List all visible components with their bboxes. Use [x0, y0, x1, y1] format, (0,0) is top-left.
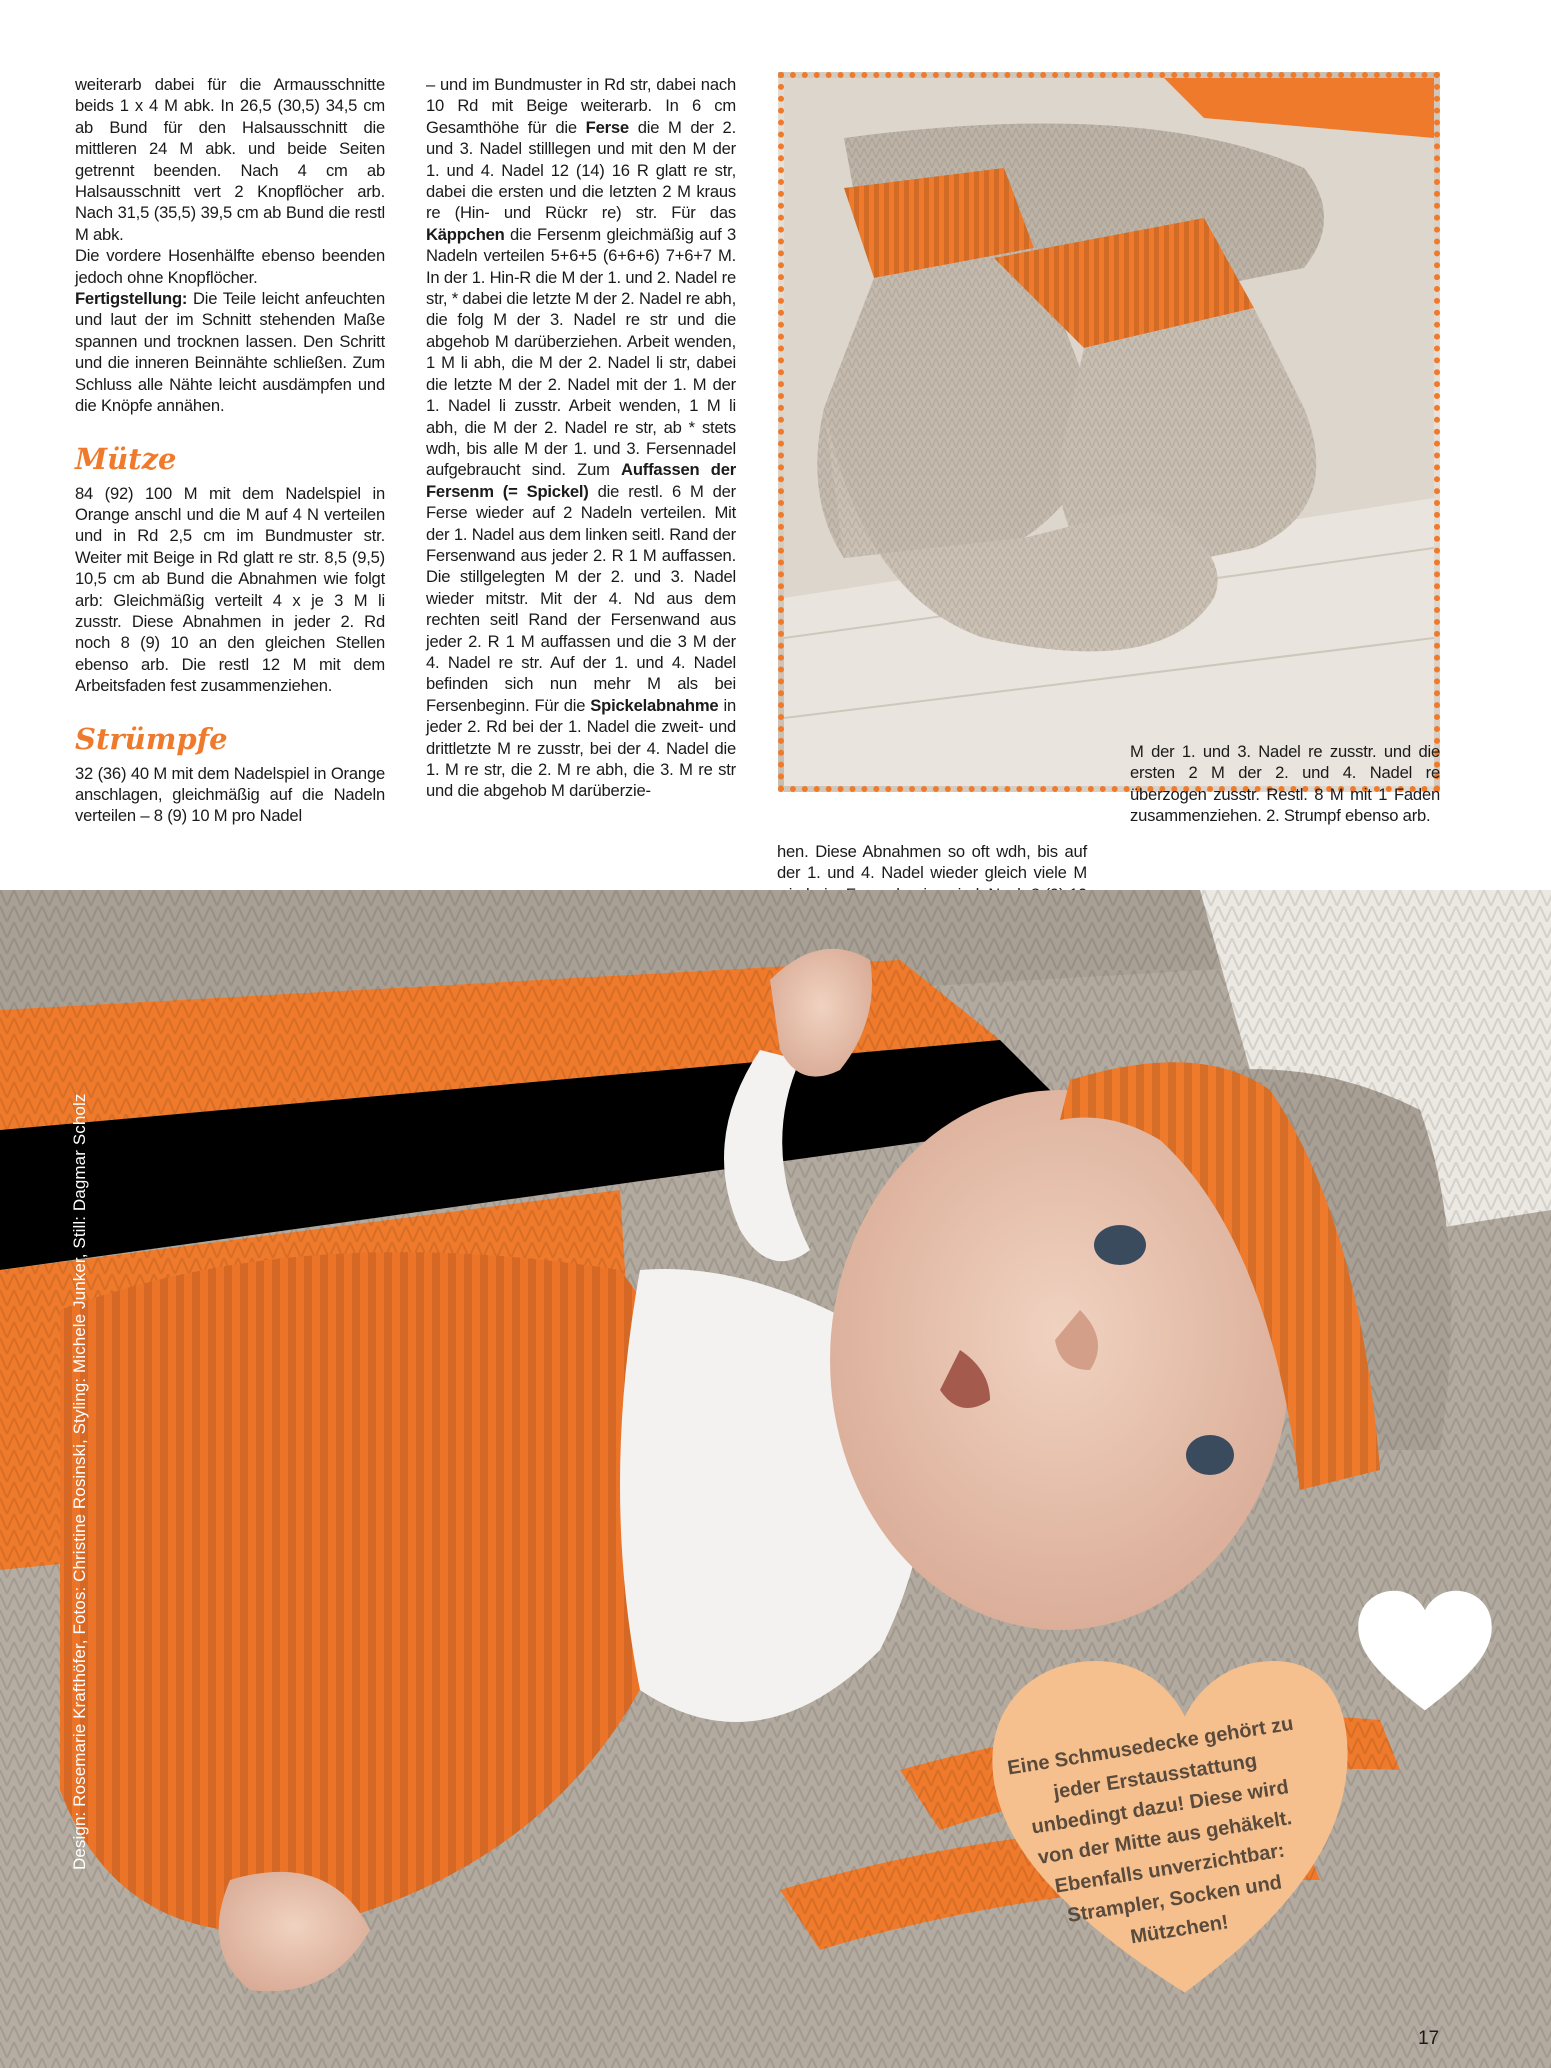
text-run: – und im Bundmuster in Rd str, dabei nach 10 Rd mit Beige weiterarb. In 6 cm Gesamthöhe für die [426, 75, 736, 137]
paragraph [75, 288, 385, 416]
text-column-4 [1130, 741, 1440, 827]
paragraph [426, 74, 736, 802]
socks-photo [778, 72, 1440, 792]
text-run: die Fersenm gleichmäßig auf 3 Nadeln verteilen 5+6+5 (6+6+6) 7+6+7 M. In der 1. Hin-R die M der 1. und 2. Nadel re str, * dabei die letzte M der 2. Nadel re abh, die folg M der 3. Nadel re str und die abgehob M darüberziehen. Arbeit wenden, 1 M li abh, die M der 2. Nadel li str, dabei die letzte M der 2. Nadel mit der 1. M der 1. Nadel li zusstr. Arbeit wenden, 1 M li abh, die M der 2. Nadel re str, ab * stets wdh, bis alle M der 1. und 3. Fersennadel aufgebraucht sind. Zum [426, 224, 736, 480]
paragraph: 32 (36) 40 M mit dem Nadelspiel in Orange anschlagen, gleichmäßig auf die Nadeln verteilen – 8 (9) 10 M pro Nadel [75, 763, 385, 826]
paragraph: M der 1. und 3. Nadel re zusstr. und die ersten 2 M der 2. und 4. Nadel re überzogen zusstr. Restl. 8 M mit 1 Faden zusammenziehen. 2. Strumpf ebenso arb. [1130, 742, 1440, 826]
bold-term: Fertigstellung: [75, 289, 188, 309]
text-run: in jeder 2. Rd bei der 1. Nadel die zweit- und drittletzte M re zusstr, bei der 4. Nadel die 1. M re str, die 2. M re abh, die 3. M re str und die abgehob M darüberzie- [426, 695, 736, 801]
paragraph-text: Die Teile leicht anfeuchten und laut der im Schnitt stehenden Maße spannen und trocknen lassen. Den Schritt und die inneren Beinnähte schließen. Zum Schluss alle Nähte leicht ausdämpfen und die Knöpfe annähen. [75, 289, 385, 416]
text-column-2 [426, 74, 736, 802]
heart-icon [1355, 1588, 1495, 1716]
text-run: die restl. 6 M der Ferse wieder auf 2 Nadeln verteilen. Mit der 1. Nadel aus dem linken seitl. Rand der Fersenwand aus jeder 2. R 1 M auffassen. Die stillgelegten M der 2. und 3. Nadel wieder mitstr. Mit der 4. Nd aus dem rechten seitl Rand der Fersenwand aus jeder 2. R 1 M auffassen und die 3 M der 4. Nadel re str. Auf der 1. und 4. Nadel befinden sich nun mehr M als bei Fersenbeginn. Für die [426, 481, 736, 715]
section-heading-struempfe: Strümpfe [75, 721, 228, 756]
heart-caption-text: Eine Schmusedecke gehört zu jeder Erstausstattung unbedingt dazu! Diese wird von der Mitte aus gehäkelt. Ebenfalls unverzichtbar: Strampler, Socken und Mützchen! [1005, 1712, 1295, 1949]
bold-term: Spickelabnahme [590, 695, 719, 715]
page-number: 17 [1418, 2028, 1440, 2049]
text-run: die M der 2. und 3. Nadel stilllegen und mit den M der 1. und 4. Nadel 12 (14) 16 R glatt re str, dabei die ersten und die letzten 2 M kraus re (Hin- und Rückr re) str. Für das [426, 117, 736, 223]
bold-term: Auffassen der Fersenm (= Spickel) [426, 460, 737, 501]
socks-illustration [784, 78, 1434, 786]
bold-term: Ferse [585, 117, 629, 137]
text-run: hen. Diese Abnahmen so oft wdh, bis auf der 1. und 4. Nadel wieder gleich viele M [777, 842, 1087, 883]
paragraph: 84 (92) 100 M mit dem Nadelspiel in Orange anschl und die M auf 4 N verteilen und in Rd 2,5 cm im Bundmuster str. Weiter mit Beige in Rd glatt re str. 8,5 (9,5) 10,5 cm ab Bund die Abnahmen wie folgt arb: Gleichmäßig verteilt 4 x je 3 M li zusstr. Diese Abnahmen in jeder 2. Rd noch 8 (9) 10 an den gleichen Stellen ebenso arb. Die restl 12 M mit dem Arbeitsfaden fest zusammenziehen. [75, 483, 385, 696]
photo-credit: Design: Rosemarie Krafthöfer, Fotos: Christine Rosinski, Styling: Michele Junker, Still: Dagmar Scholz [70, 1093, 89, 1870]
paragraph: Die vordere Hosenhälfte ebenso beenden jedoch ohne Knopflöcher. [75, 246, 385, 287]
bold-term: Käppchen [426, 224, 505, 244]
paragraph: weiterarb dabei für die Armausschnitte beids 1 x 4 M abk. In 26,5 (30,5) 34,5 cm ab Bund für den Halsausschnitt die mittleren 24 M abk. und beide Seiten getrennt beenden. Nach 4 cm ab Halsausschnitt vert 2 Knopflöcher arb. Nach 31,5 (35,5) 39,5 cm ab Bund die restl M abk. [75, 75, 385, 244]
text-column-1 [75, 74, 385, 827]
section-heading-muetze: Mütze [75, 441, 177, 476]
